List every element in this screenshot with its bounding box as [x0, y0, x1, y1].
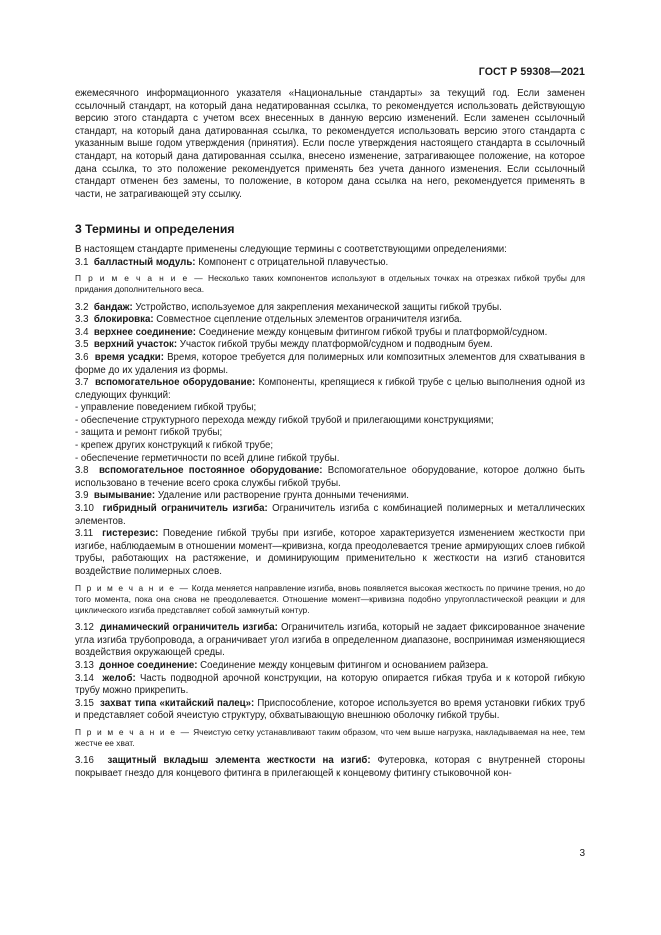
list-item: - обеспечение структурного перехода между гибкой трубой и прилегающими конструкциями;	[75, 414, 494, 426]
page-number: 3	[579, 848, 585, 859]
term-number: 3.12	[75, 622, 94, 634]
list-item: - обеспечение герметичности по всей длине гибкой трубы.	[75, 452, 340, 464]
list-item: - управление поведением гибкой трубы;	[75, 402, 257, 414]
term-3-10	[75, 503, 585, 528]
term-3-1	[75, 257, 585, 270]
term-definition: Соединение между концевым фитингом гибкой трубы и платформой/судном.	[196, 326, 548, 338]
term-number: 3.10	[75, 503, 94, 515]
term-3-5	[75, 339, 585, 352]
term-name: донное соединение:	[99, 659, 198, 671]
term-definition: Ограничитель изгиба, который не задает фиксированное значение угла изгиба трубопровода, а ограничивает угол изгиба в определенном диапазоне, воспринимая изменяющиеся воздействия окружающей среды.	[75, 622, 586, 659]
term-number: 3.8	[75, 465, 89, 477]
term-name: вспомогательное постоянное оборудование:	[98, 465, 323, 477]
term-definition: Время, которое требуется для полимерных или композитных элементов для схватывания в форме до их удаления из формы.	[75, 351, 585, 376]
term-definition: Ограничитель изгиба с комбинацией полимерных и металлических элементов.	[75, 503, 586, 527]
term-definition: Часть подводной арочной конструкции, на которую опирается гибкая труба и к которой гибкую трубу можно прикрепить.	[75, 672, 585, 697]
term-definition: Участок гибкой трубы между платформой/судном и подводным буем.	[177, 339, 493, 351]
term-name: желоб:	[102, 672, 136, 684]
term-name: гибридный ограничитель изгиба:	[102, 503, 268, 515]
term-name: защитный вкладыш элемента жесткости на изгиб:	[107, 755, 371, 767]
term-definition: Удаление или растворение грунта донными течениями.	[155, 490, 409, 502]
note-label: П р и м е ч а н и е —	[75, 726, 191, 737]
term-definition: Компоненты, крепящиеся к гибкой трубе с целью выполнения одной из следующих функций:	[75, 377, 585, 401]
section-lead: В настоящем стандарте применены следующие термины с соответствующими определениями:	[75, 243, 507, 255]
term-3-6	[75, 352, 585, 377]
note-3	[75, 727, 585, 749]
term-definition: Совместное сцепление отдельных элементов ограничителя изгиба.	[153, 314, 463, 326]
term-3-11	[75, 528, 585, 578]
term-name: вымывание:	[93, 490, 156, 502]
term-3-15	[75, 698, 585, 723]
term-number: 3.5	[75, 339, 89, 351]
term-number: 3.6	[75, 351, 89, 363]
term-name: захват типа «китайский палец»:	[100, 697, 255, 709]
note-1	[75, 273, 585, 295]
term-number: 3.3	[75, 314, 89, 326]
term-definition: Устройство, используемое для закрепления механической защиты гибкой трубы.	[132, 301, 502, 313]
term-number: 3.9	[75, 490, 89, 502]
term-3-3	[75, 314, 585, 327]
term-number: 3.7	[75, 377, 89, 389]
note-text: Несколько таких компонентов используют в отдельных точках на отрезках гибкой трубы для придания дополнительного веса.	[75, 273, 585, 295]
term-3-4	[75, 327, 585, 340]
term-definition: Приспособление, которое используется во время установки гибких труб и представляет собой ячеистую структуру, обхватывающую внешнюю оболочку гибкой трубы.	[75, 697, 586, 722]
term-name: верхнее соединение:	[93, 326, 197, 338]
note-2	[75, 583, 585, 617]
list-item: - защита и ремонт гибкой трубы;	[75, 427, 223, 439]
term-number: 3.4	[75, 326, 89, 338]
term-3-2	[75, 302, 585, 315]
term-number: 3.13	[75, 659, 94, 671]
term-definition: Вспомогательное оборудование, которое должно быть использовано в течение всего срока службы гибкой трубы.	[75, 465, 585, 489]
function-list	[75, 402, 585, 465]
term-name: верхний участок:	[93, 339, 178, 351]
standard-code-header: ГОСТ Р 59308—2021	[478, 66, 585, 78]
term-name: гистерезис:	[102, 528, 159, 540]
page-content	[75, 88, 585, 781]
note-label: П р и м е ч а н и е —	[75, 582, 190, 593]
term-definition: Поведение гибкой трубы при изгибе, которое характеризуется изменением жесткости при изгибе, наблюдаемым в отношении момент—кривизна, когда преодолевается трение армирующих слоев гибкой трубы, работающих на растяжение, и доминирующим применительно к жесткости на изгиб становится воздействие полимерных слоев.	[75, 528, 585, 577]
section-title-text: 3 Термины и определения	[75, 222, 235, 237]
term-3-12	[75, 622, 585, 660]
term-name: динамический ограничитель изгиба:	[100, 622, 278, 634]
term-number: 3.15	[75, 697, 94, 709]
term-3-16	[75, 755, 585, 780]
term-name: время усадки:	[94, 351, 164, 363]
term-number: 3.1	[75, 256, 89, 268]
term-number: 3.11	[75, 528, 94, 540]
term-3-14	[75, 673, 585, 698]
term-name: балластный модуль:	[93, 256, 196, 268]
term-3-8	[75, 465, 585, 490]
note-text: Когда меняется направление изгиба, вновь появляется высокая жесткость по причине трения, но до того момента, пока она снова не преодолевается. Отношение момент—кривизна подобно упругопластической реакции и для циклического изгиба представляет собой замкнутый контур.	[75, 582, 585, 615]
note-text: Ячеистую сетку устанавливают таким образом, что чем выше нагрузка, накладываемая на нее, тем жестче ее хват.	[75, 726, 585, 749]
term-definition: Компонент с отрицательной плавучестью.	[195, 256, 389, 268]
term-definition: Футеровка, которая с внутренней стороны покрывает гнездо для концевого фитинга в прилегающей к концевому фитингу стыковочной кон-	[75, 755, 585, 779]
intro-paragraph: ежемесячного информационного указателя «Национальные стандарты» за текущий год. Если заменен ссылочный стандарт, на который дана недатированная ссылка, то рекомендуется использовать действующую версию этого стандарта с учетом всех внесенных в данную версию изменений. Если заменен ссылочный стандарт, на который дана датированная ссылка, то рекомендуется использовать версию этого стандарта с указанным выше годом утверждения (принятия). Если после утверждения настоящего стандарта в ссылочный стандарт, на который дана датированная ссылка, внесено изменение, затрагивающее положение, на которое дана ссылка, то это положение рекомендуется применять без учета данного изменения. Если ссылочный стандарт отменен без замены, то положение, в котором дана ссылка на него, рекомендуется применять в части, не затрагивающей эту ссылку.	[75, 88, 585, 200]
term-3-13	[75, 660, 585, 673]
term-number: 3.14	[75, 672, 94, 684]
term-name: бандаж:	[93, 301, 133, 313]
term-name: вспомогательное оборудование:	[94, 377, 256, 389]
list-item: - крепеж других конструкций к гибкой трубе;	[75, 440, 274, 452]
section-title	[75, 223, 585, 236]
term-3-7	[75, 377, 585, 402]
term-definition: Соединение между концевым фитингом и основанием райзера.	[197, 659, 489, 671]
note-label: П р и м е ч а н и е —	[75, 273, 205, 284]
term-number: 3.2	[75, 301, 89, 313]
term-number: 3.16	[75, 755, 94, 767]
term-3-9	[75, 490, 585, 503]
term-name: блокировка:	[93, 314, 154, 326]
